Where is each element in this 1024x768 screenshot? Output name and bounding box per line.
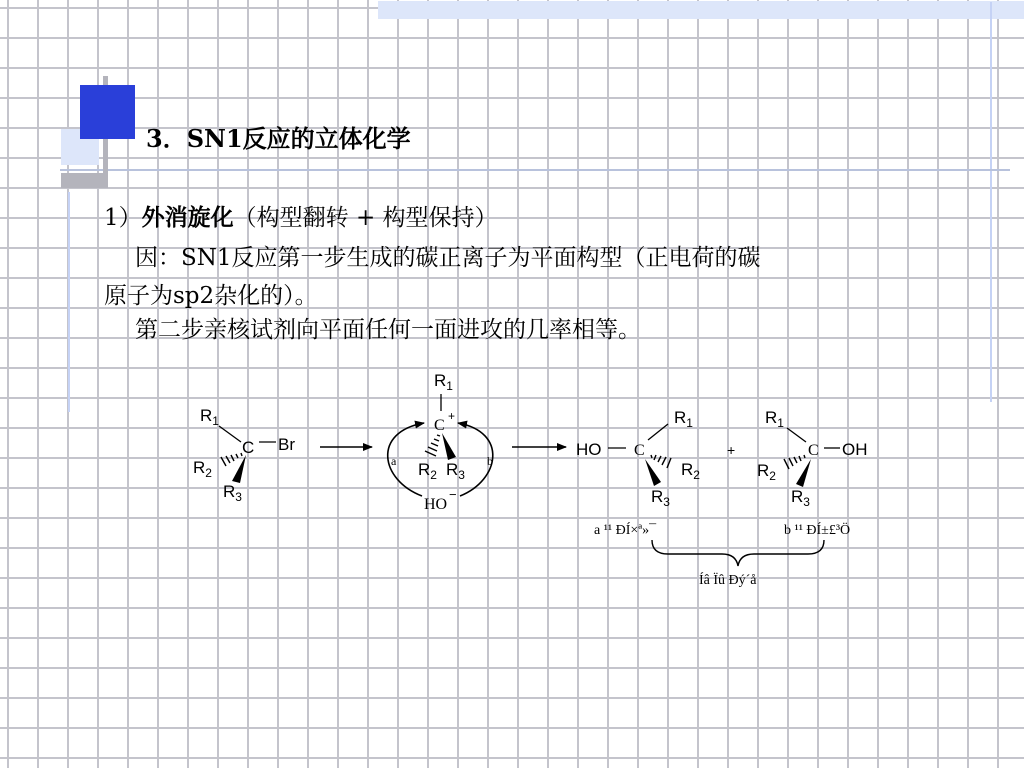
product-a-r2: $R_2$	[681, 460, 700, 482]
product-b-label: b ¹¹ ÐÍ±£³Ö	[784, 523, 851, 538]
products-brace	[652, 540, 824, 566]
substrate-r2: $R_2$	[193, 458, 212, 480]
racemate-label: Íâ Ïû Ðý´å	[699, 573, 757, 588]
intermediate-carbon: C	[434, 417, 445, 434]
product-a-carbon: C	[634, 442, 645, 459]
product-a-label: a ¹¹ ÐÍ×ª»¯	[594, 523, 657, 538]
point-paren: （构型翻转 + 构型保持）	[233, 205, 498, 231]
substrate-r1-bond	[219, 426, 241, 442]
substrate-r2-hash-bond	[221, 453, 242, 466]
point-heading: 外消旋化	[141, 204, 234, 231]
product-b-r3: $R_3$	[791, 487, 810, 509]
products-plus-sign: +	[727, 442, 736, 458]
nucleophile-ho: HO	[424, 496, 448, 513]
intermediate-r3: $R_3$	[446, 460, 465, 482]
product-a-r2-hash-bond	[651, 455, 671, 468]
product-a-r1-bond	[648, 424, 668, 440]
substrate-r1: $R_1$	[200, 406, 219, 428]
product-b-r1: $R_1$	[765, 408, 784, 430]
product-a-molecule	[576, 408, 700, 509]
product-b-molecule	[757, 408, 868, 509]
substrate-carbon: C	[242, 438, 255, 457]
product-a-r1: $R_1$	[674, 408, 693, 430]
attack-label-b: b	[487, 454, 493, 468]
intermediate-r2: $R_2$	[418, 460, 437, 482]
reason-line-2: 原子为sp2杂化的）。	[104, 283, 318, 309]
product-b-oh: OH	[842, 440, 868, 459]
intermediate-r2-hash-bond	[425, 435, 440, 456]
slide-title: 3．SN1反应的立体化学	[146, 124, 411, 153]
intermediate-r3-wedge-bond	[442, 433, 456, 460]
carbocation-intermediate	[388, 371, 493, 513]
intermediate-charge: +	[448, 409, 456, 423]
product-b-carbon: C	[808, 442, 819, 459]
nucleophile-charge: −	[449, 487, 457, 502]
intermediate-r1: $R_1$	[434, 371, 453, 393]
substrate-molecule	[193, 406, 295, 504]
product-b-r2: $R_2$	[757, 461, 776, 483]
product-b-r2-hash-bond	[784, 455, 805, 469]
reason-line-1: 因：SN1反应第一步生成的碳正离子为平面构型（正电荷的碳	[135, 245, 761, 271]
substrate-r3: $R_3$	[223, 482, 242, 504]
product-a-r3: $R_3$	[651, 487, 670, 509]
attack-label-a: a	[391, 454, 397, 468]
substrate-r3-wedge-bond	[232, 455, 246, 483]
point-number: 1）	[104, 205, 142, 231]
product-a-ho: HO	[576, 440, 602, 459]
product-a-r3-wedge-bond	[645, 459, 661, 486]
reason-line-3: 第二步亲核试剂向平面任何一面进攻的几率相等。	[135, 317, 641, 343]
product-b-r3-wedge-bond	[796, 459, 811, 487]
substrate-br: Br	[278, 435, 295, 454]
product-b-r1-bond	[787, 428, 806, 442]
